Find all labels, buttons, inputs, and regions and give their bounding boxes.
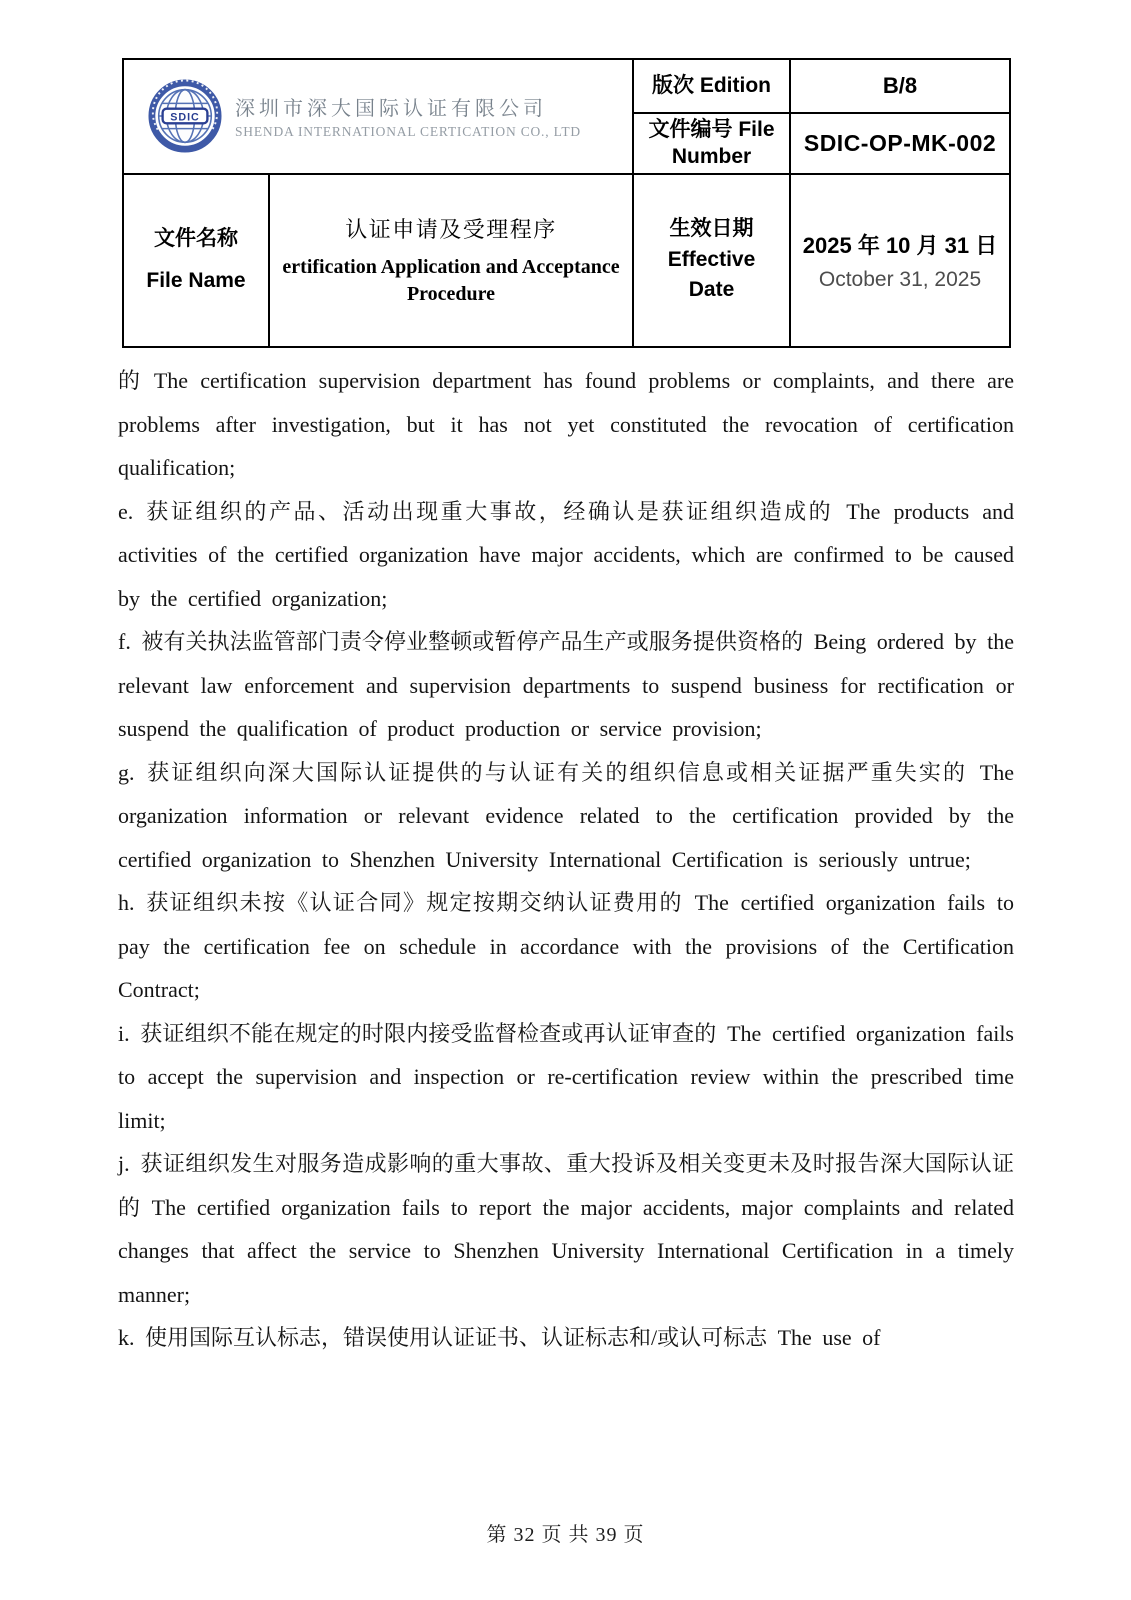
body-paragraph-item-h: h. 获证组织未按《认证合同》规定按期交纳认证费用的 The certified organization fails to pay the certification fee on schedule in accordance with the provisions of the Certification Contract; [118,890,1014,1002]
file-number-label: 文件编号 File Number [633,113,790,174]
body-paragraph-item-e: e. 获证组织的产品、活动出现重大事故，经确认是获证组织造成的 The products and activities of the certified organization have major accidents, which are confirmed to be caused by the certified organization; [118,498,1014,611]
company-names [235,92,581,140]
effective-date-label: 生效日期 Effective Date [633,174,790,347]
body-paragraph-item-j: j. 获证组织发生对服务造成影响的重大事故、重大投诉及相关变更未及时报告深大国际认证的 The certified organization fails to report the major accidents, major complaints and related changes that affect the service to Shenzhen University International Certification in a timely manner; [118,1151,1014,1307]
company-name-en: SHENDA INTERNATIONAL CERTICATION CO., LTD [235,124,581,140]
effective-date-en: October 31, 2025 [818,267,982,291]
file-name-label: 文件名称 File Name [123,174,269,347]
effective-date-cell [790,174,1010,347]
body-paragraph-continuation: 的 The certification supervision department has found problems or complaints, and there are problems after investigation, but it has not yet constituted the revocation of certification qualification; [118,368,1014,480]
page-footer [0,1518,1131,1547]
edition-value: B/8 [790,59,1010,113]
company-logo-block [148,79,622,153]
file-number-value: SDIC-OP-MK-002 [790,113,1010,174]
file-title-en: ertification Application and Acceptance Procedure [282,255,620,305]
body-paragraph-item-k: k. 使用国际互认标志，错误使用认证证书、认证标志和/或认可标志 The use of [118,1325,881,1350]
file-title-cell [269,174,633,347]
company-logo-icon [148,79,222,153]
effective-date-zh: 2025 年 10 月 31 日 [802,232,998,258]
logo-monogram-text: SDIC [170,111,200,124]
document-header-table [122,58,1011,348]
body-paragraph-item-f: f. 被有关执法监管部门责令停业整顿或暂停产品生产或服务提供资格的 Being ordered by the relevant law enforcement and supervision departments to suspend business for rectification or suspend the qualification of product production or service provision; [118,629,1014,741]
file-title-zh: 认证申请及受理程序 [345,216,557,242]
body-paragraph-item-g: g. 获证组织向深大国际认证提供的与认证有关的组织信息或相关证据严重失实的 The organization information or relevant evidence related to the certification provided by the certified organization to Shenzhen University International Certification is seriously untrue; [118,759,1014,872]
body-paragraph-item-i: i. 获证组织不能在规定的时限内接受监督检查或再认证审查的 The certified organization fails to accept the supervision and inspection or re-certification review within the prescribed time limit; [118,1020,1014,1133]
edition-label: 版次 Edition [633,59,790,113]
company-name-zh: 深圳市深大国际认证有限公司 [235,98,547,121]
page-number-indicator: 第 32 页 共 39 页 [486,1524,645,1546]
document-body [118,359,1014,1360]
company-header-cell [123,59,633,174]
